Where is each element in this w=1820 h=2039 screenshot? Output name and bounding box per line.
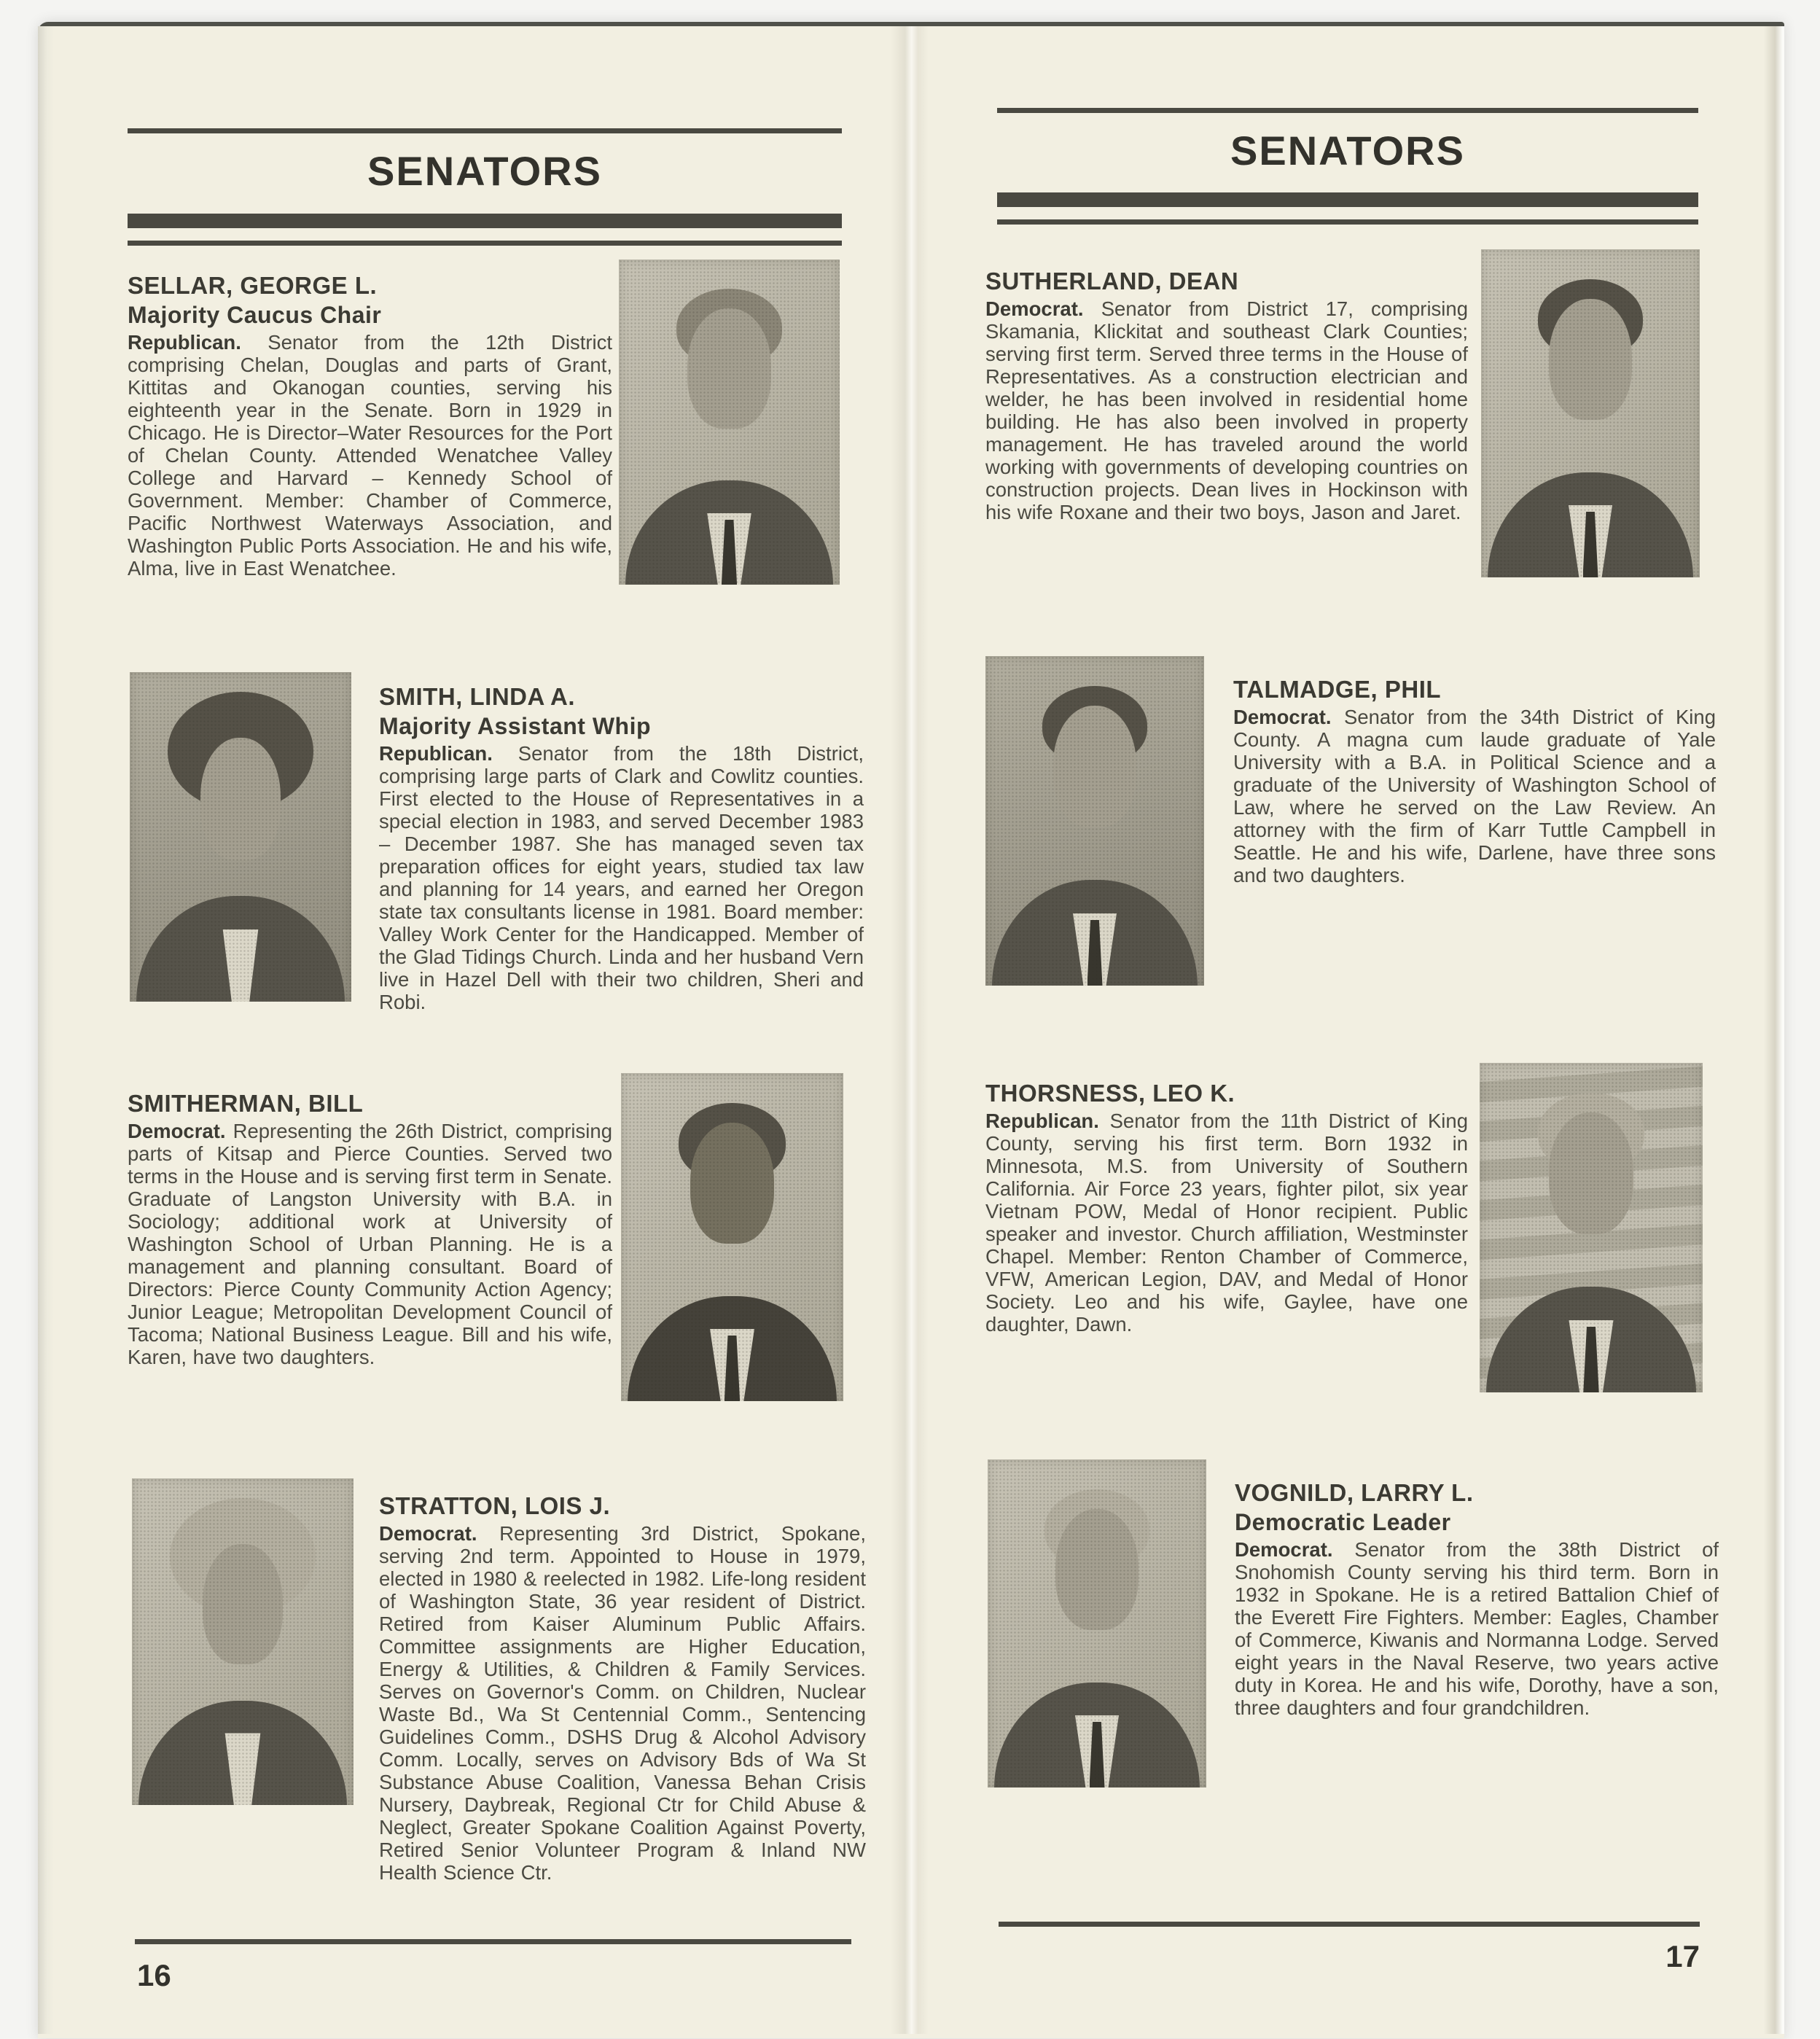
senator-bio	[985, 297, 1468, 523]
portrait-photo-sellar	[619, 260, 840, 585]
senator-bio	[379, 742, 864, 1013]
senator-name: STRATTON, LOIS J.	[379, 1492, 611, 1519]
senator-bio-text: Senator from the 12th District comprising Chelan, Douglas and parts of Grant, Kittitas and Okanogan counties, serving his eighteenth year in the Senate. Born in 1929 in Chicago. He is Director–Water Resources for the Port of Chelan County. Attended Wenatchee Valley College and Harvard – Kennedy School of Government. Member: Chamber of Commerce, Pacific Northwest Waterways Association, and Washington Public Ports Association. He and his wife, Alma, live in East Wenatchee.	[128, 331, 613, 580]
senator-name: SELLAR, GEORGE L.	[128, 272, 378, 299]
senator-name: TALMADGE, PHIL	[1233, 676, 1442, 703]
senator-bio	[379, 1522, 866, 1884]
senator-bio-text: Senator from the 38th District of Snohomish County serving his third term. Born in 1932 in Spokane. He is a retired Battalion Chief of the Everett Fire Fighters. Member: Eagles, Chamber of Commerce, Kiwanis and Normanna Lodge. Served eight years in the Naval Reserve, two years active duty in Korea. He and his wife, Dorothy, have a son, three daughters and four grandchildren.	[1235, 1538, 1719, 1719]
page-edge-right	[1764, 26, 1784, 2034]
senator-bio-text: Representing 3rd District, Spokane, serving 2nd term. Appointed to House in 1979, elected in 1980 & reelected in 1982. Life-long resident of Washington State, 36 year resident of District. Retired from Kaiser Aluminum Public Affairs. Committee assignments are Higher Education, Energy & Utilities, & Children & Family Services. Serves on Governor's Comm. on Children, Nuclear Waste Bd., Wa St Centennial Comm., Sentencing Guidelines Comm., DSHS Drug & Alcohol Advisory Comm. Locally, serves on Advisory Bds of Wa St Substance Abuse Coalition, Vanessa Behan Crisis Nursery, Daybreak, Regional Ctr for Child Abuse & Neglect, Greater Spokane Coalition Against Poverty, Retired Senior Volunteer Program & Inland NW Health Science Ctr.	[379, 1522, 866, 1884]
halftone-texture	[1480, 1063, 1703, 1392]
senator-bio-text: Representing the 26th District, comprising parts of Kitsap and Pierce Counties. Served two terms in the House and is serving first term in Senate. Graduate of Langston University with B.A. in Sociology; additional work at University of Washington School of Urban Planning. He is a management and planning consultant. Board of Directors: Pierce County Community Action Agency; Junior League; Metropolitan Development Council of Tacoma; National Business League. Bill and his wife, Karen, have two daughters.	[128, 1120, 612, 1368]
right-header-bar	[997, 192, 1698, 207]
right-header-rule-bottom	[997, 219, 1698, 225]
halftone-texture	[1481, 249, 1700, 577]
portrait-photo-sutherland	[1481, 249, 1700, 577]
senator-bio	[1233, 706, 1716, 886]
senator-party: Republican.	[985, 1110, 1099, 1132]
senator-entry-vognild	[1235, 1478, 1719, 1719]
senator-bio-text: Senator from District 17, comprising Skamania, Klickitat and southeast Clark Counties; serving first term. Served three terms in the House of Representatives. As a construction electrician and welder, he has been involved in residential home building. He has also been involved in property management. He has traveled around the world working with governments of developing countries on construction projects. Dean lives in Hockinson with his wife Roxane and their two boys, Jason and Jaret.	[985, 297, 1469, 523]
portrait-photo-stratton	[132, 1478, 354, 1805]
senator-party: Republican.	[379, 742, 493, 765]
senator-entry-smitherman	[128, 1089, 612, 1368]
page-edge-left	[38, 26, 54, 2034]
portrait-photo-talmadge	[985, 656, 1204, 986]
senator-party: Democrat.	[985, 297, 1084, 320]
portrait-photo-thorsness	[1480, 1063, 1703, 1392]
halftone-texture	[985, 656, 1204, 986]
senator-bio	[985, 1110, 1468, 1336]
left-header-rule-top	[128, 128, 842, 133]
senator-name: SUTHERLAND, DEAN	[985, 268, 1239, 295]
senator-party: Democrat.	[1235, 1538, 1333, 1561]
senator-name: VOGNILD, LARRY L.	[1235, 1479, 1474, 1506]
senator-entry-sutherland	[985, 267, 1468, 523]
halftone-texture	[130, 672, 351, 1002]
senator-party: Democrat.	[1233, 706, 1332, 728]
halftone-texture	[132, 1478, 354, 1805]
portrait-photo-vognild	[988, 1459, 1206, 1787]
senator-bio-text: Senator from the 11th District of King County, serving his first term. Born 1932 in Minnesota, M.S. from University of Southern California. Air Force 23 years, fighter pilot, six year Vietnam POW, Medal of Honor recipient. Public speaker and investor. Church affiliation, Westminster Chapel. Member: Renton Chamber of Commerce, VFW, American Legion, DAV, and Medal of Honor Society. Leo and his wife, Gaylee, have one daughter, Dawn.	[985, 1110, 1468, 1336]
senator-party: Republican.	[128, 331, 241, 354]
halftone-texture	[621, 1073, 843, 1401]
senator-entry-smith	[379, 682, 864, 1013]
senator-role: Majority Caucus Chair	[128, 302, 382, 328]
senator-name: THORSNESS, LEO K.	[985, 1080, 1235, 1107]
senator-bio-text: Senator from the 34th District of King County. A magna cum laude graduate of Yale University with a B.A. in Political Science and a graduate of the University of Washington School of Law, where he served on the Law Review. An attorney with the firm of Karr Tuttle Campbell in Seattle. He and his wife, Darlene, have three sons and two daughters.	[1233, 706, 1716, 886]
senator-name: SMITHERMAN, BILL	[128, 1090, 364, 1117]
portrait-photo-smitherman	[621, 1073, 843, 1401]
left-header-rule-bottom	[128, 241, 842, 246]
left-footer-rule	[135, 1939, 851, 1944]
senator-entry-talmadge	[1233, 675, 1716, 886]
portrait-photo-smith	[130, 672, 351, 1002]
page-number-right: 17	[1665, 1939, 1700, 1973]
senator-party: Democrat.	[379, 1522, 477, 1545]
senator-role: Majority Assistant Whip	[379, 713, 652, 739]
left-page-title: SENATORS	[367, 148, 602, 194]
booklet-spine-gutter	[891, 26, 929, 2034]
senator-bio	[128, 1120, 612, 1368]
senator-entry-stratton	[379, 1492, 866, 1884]
left-header-bar	[128, 214, 842, 228]
senator-bio	[1235, 1538, 1719, 1719]
halftone-texture	[988, 1459, 1206, 1787]
senator-entry-thorsness	[985, 1079, 1468, 1336]
senator-role: Democratic Leader	[1235, 1509, 1451, 1535]
senator-party: Democrat.	[128, 1120, 226, 1142]
right-footer-rule	[999, 1922, 1700, 1927]
right-header-rule-top	[997, 108, 1698, 113]
senator-bio	[128, 331, 612, 580]
right-page-title: SENATORS	[1230, 128, 1465, 174]
senator-bio-text: Senator from the 18th District, comprising large parts of Clark and Cowlitz counties. First elected to the House of Representatives in a special election in 1983, and served December 1983 – December 1987. She has managed seven tax preparation offices for eight years, studied tax law and planning for 14 years, and earned her Oregon state tax consultants license in 1981. Board member: Valley Work Center for the Handicapped. Member of the Glad Tidings Church. Linda and her husband Vern live in Hazel Dell with their two children, Sheri and Robi.	[379, 742, 864, 1013]
halftone-texture	[619, 260, 840, 585]
senator-name: SMITH, LINDA A.	[379, 683, 576, 710]
senator-entry-sellar	[128, 271, 612, 580]
page-number-left: 16	[137, 1958, 171, 1992]
